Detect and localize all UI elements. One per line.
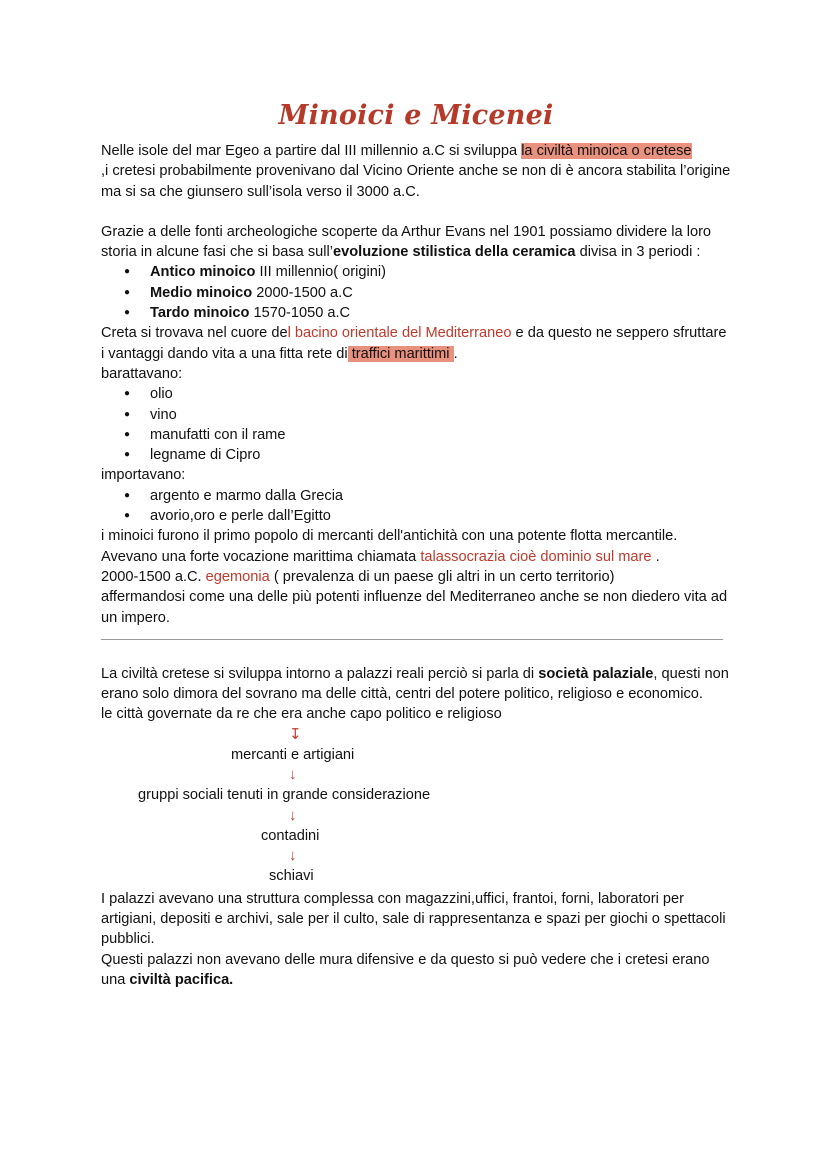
merchants-line-1: i minoici furono il primo popolo di mercanti dell'antichità con una potente flotta mercantile. (101, 528, 678, 545)
merchants-line-3-end: ( prevalenza di un paese gli altri in un certo territorio) (269, 568, 615, 585)
arrow-icon: ↓ (289, 765, 297, 783)
hierarchy-farmers: contadini (261, 827, 320, 844)
period-name: Tardo minoico (150, 305, 250, 322)
merchants-line-3: 2000-1500 a.C. (101, 568, 206, 585)
list-item (150, 303, 731, 323)
document-page (101, 100, 731, 990)
period-name: Antico minoico (150, 264, 256, 281)
list-item: ● vino (150, 405, 731, 425)
period-detail: 2000-1500 a.C (252, 284, 353, 301)
hierarchy-social-groups: gruppi sociali tenuti in grande considerazione (138, 786, 431, 803)
arrow-icon: ↓ (289, 846, 297, 864)
intro-paragraph (101, 141, 731, 202)
evans-bold: evoluzione stilistica della ceramica (333, 244, 576, 261)
red-text-hegemony: egemonia (205, 568, 270, 585)
walls-text: Questi palazzi non avevano delle mura difensive e da questo si può vedere che i cretesi erano una (101, 951, 710, 988)
palace-bold: società palaziale (538, 665, 654, 682)
crete-text-3: . (453, 345, 458, 362)
period-detail: 1570-1050 a.C (249, 305, 351, 322)
list-item: ● legname di Cipro (150, 445, 731, 465)
list-item: ● avorio,oro e perle dall’Egitto (150, 506, 731, 526)
red-text-basin: l bacino orientale del Mediterraneo (287, 325, 512, 342)
list-item (150, 262, 731, 282)
periods-list (101, 262, 731, 323)
walls-bold: civiltà pacifica. (129, 971, 234, 988)
evans-text-2: divisa in 3 periodi : (575, 244, 701, 261)
merchants-paragraph (101, 526, 731, 627)
merchants-line-2: Avevano una forte vocazione marittima chiamata (101, 548, 421, 565)
list-item: ● olio (150, 384, 731, 404)
barattavano-label: barattavano: (101, 365, 183, 382)
palace-paragraph (101, 664, 731, 705)
evans-paragraph (101, 222, 731, 263)
evans-text: Grazie a delle fonti archeologiche scoperte da Arthur Evans nel 1901 possiamo dividere la loro storia in alcune fasi che si basa sull’ (101, 223, 712, 261)
palace-text-2: , questi non erano solo dimora del sovrano ma delle città, centri del potere politico, religioso e economico. (101, 665, 729, 703)
list-item (150, 283, 731, 303)
section-divider (101, 639, 723, 640)
merchants-line-2-end: . (651, 548, 660, 565)
highlight-maritime-traffic: traffici marittimi (347, 345, 454, 362)
list-item: ● argento e marmo dalla Grecia (150, 486, 731, 506)
hierarchy-slaves: schiavi (269, 867, 314, 884)
merchants-line-4: affermandosi come una delle più potenti influenze del Mediterraneo anche se non diedero vita ad un impero. (101, 589, 728, 626)
arrow-icon: ↧ (289, 725, 302, 743)
period-name: Medio minoico (150, 284, 253, 301)
social-hierarchy (101, 725, 731, 889)
palace-line: le città governate da re che era anche capo politico e religioso (101, 706, 502, 723)
period-detail: III millennio( origini) (255, 264, 386, 281)
arrow-icon: ↓ (289, 806, 297, 824)
walls-paragraph (101, 950, 731, 991)
list-item: ● manufatti con il rame (150, 425, 731, 445)
importavano-label: importavano: (101, 467, 186, 484)
intro-text: Nelle isole del mar Egeo a partire dal III millennio a.C si sviluppa (101, 143, 522, 159)
red-text-thalassocracy: talassocrazia cioè dominio sul mare (420, 548, 652, 565)
palace-text: La civiltà cretese si sviluppa intorno a palazzi reali perciò si parla di (101, 665, 539, 682)
page-title: Minoici e Micenei (278, 100, 554, 131)
hierarchy-merchants: mercanti e artigiani (231, 746, 355, 763)
crete-text-2: e da questo ne seppero sfruttare i vantaggi dando vita a una fitta rete di (101, 325, 727, 362)
highlight-minoan-civilization: la civiltà minoica o cretese (521, 143, 692, 159)
importavano-list (101, 486, 731, 527)
crete-paragraph (101, 323, 731, 364)
barattavano-list (101, 384, 731, 465)
intro-text-2: ,i cretesi probabilmente provenivano dal Vicino Oriente anche se non di è ancora stabilita l’origine ma si sa che giunsero sull’isola verso il 3000 a.C. (101, 163, 731, 200)
crete-text: Creta si trovava nel cuore de (101, 325, 288, 342)
structure-paragraph: I palazzi avevano una struttura complessa con magazzini,uffici, frantoi, forni, laboratori per artigiani, depositi e archivi, sale per il culto, sale di rappresentanza e spazi per giochi o spettacoli pubblici. (101, 890, 726, 948)
